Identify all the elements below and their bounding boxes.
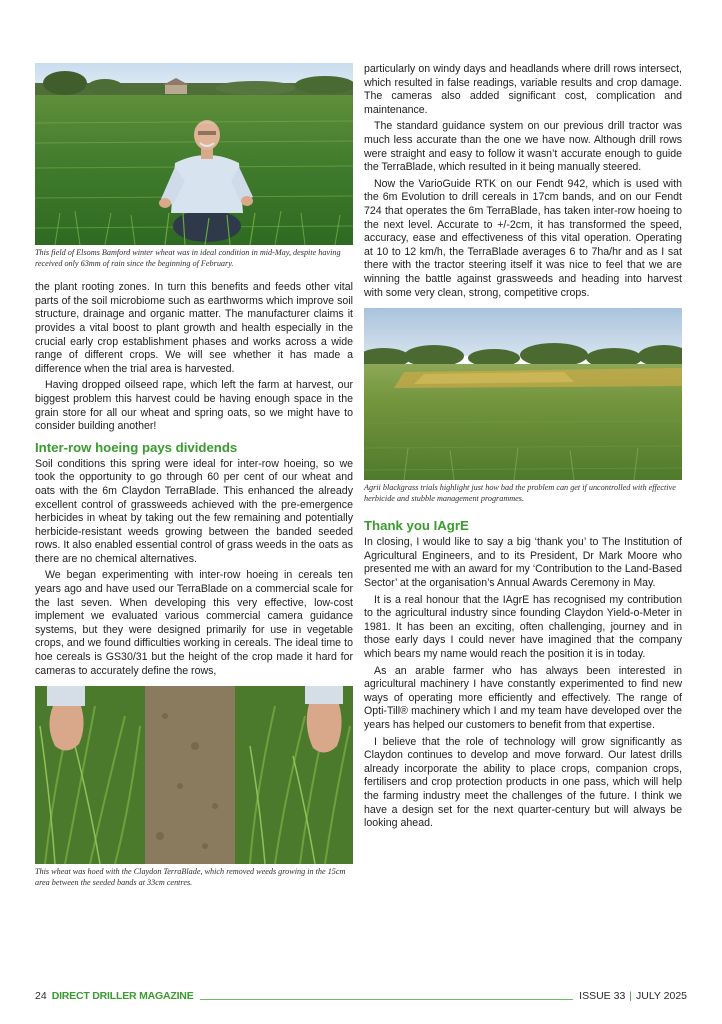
section-heading-inter-row-hoeing: Inter-row hoeing pays dividends xyxy=(35,439,238,455)
body-paragraph: Now the VarioGuide RTK on our Fendt 942, which is used with the 6m Evolution to drill cereals in 17cm bands, and on our Fendt 724 that operates the 6m TerraBlade, has taken inter-row hoeing to the next level. Accurate to +/-2cm, it has transformed the speed, accuracy, ease and effectiveness of this vital operation. Operating at 10 to 12 km/h, the TerraBlade averages 6 to 7ha/hr and as I sat there with the tractor steering itself it was nice to feel that we are winning the battle against grassweeds and heading into harvest with some very clean, strong, competitive crops. xyxy=(364,177,682,299)
footer-rule xyxy=(200,999,574,1000)
page-footer xyxy=(35,989,687,1003)
page-number: 24 xyxy=(35,990,47,1002)
body-paragraph: In closing, I would like to say a big ‘thank you’ to The Institution of Agricultural Engineers, and to its President, Dr Mark Moore who presented me with an award for my ‘Contribution to the Land-Based Sector’ at the organisation’s Annual Awards Ceremony in May. xyxy=(364,536,682,590)
issue-date: JULY 2025 xyxy=(636,990,687,1002)
left-column xyxy=(35,63,353,888)
body-paragraph: The standard guidance system on our previous drill tractor was much less accurate than the one we have now. Although drill rows were straight and easy to follow it wasn’t accurate enough to guide the TerraBlade, which resulted in it being manually steered. xyxy=(364,120,682,174)
body-paragraph: Having dropped oilseed rape, which left the farm at harvest, our biggest problem this harvest could be having enough space in the grain store for all our wheat and spring oats, so we might have to consider building another! xyxy=(35,379,353,433)
photo-blackgrass-trials xyxy=(364,308,682,480)
body-paragraph: the plant rooting zones. In turn this benefits and feeds other vital parts of the soil microbiome such as earthworms which improve soil structure, drainage and organic matter. The manufacturer claims it provides a vital boost to plant growth and health especially in the crucial early crop establishment phases and works across a wide range of different crops. We will see whether it has made a difference when the trial area is harvested. xyxy=(35,281,353,375)
farmer-in-wheat-image xyxy=(35,63,353,245)
body-paragraph: As an arable farmer who has always been interested in agricultural machinery I have constantly experimented to find new ways of operating more efficiently and effectively. The range of Opti-Till® machinery which I and my team have developed over the years has helped our customers to benefit from that expertise. xyxy=(364,664,682,731)
hoed-wheat-image xyxy=(35,686,353,864)
caption-blackgrass-trials: Agrii blackgrass trials highlight just how bad the problem can get if uncontrolled with effective herbicide and stubble management programmes. xyxy=(364,483,676,503)
magazine-name: DIRECT DRILLER MAGAZINE xyxy=(51,990,194,1002)
body-paragraph: I believe that the role of technology will grow significantly as Claydon continues to develop and move forward. Our latest drills already incorporate the ability to place crops, companion crops, fertilisers and crop protection products in one pass, which will help the farming industry meet the challenges of the future. I think we have a design set for the next quarter-century but will always be looking ahead. xyxy=(364,735,682,830)
issue-number: ISSUE 33 xyxy=(579,990,626,1002)
right-column xyxy=(364,63,682,831)
caption-farmer-photo: This field of Elsoms Bamford winter wheat was in ideal condition in mid-May, despite having received only 63mm of rain since the beginning of February. xyxy=(35,248,341,268)
body-paragraph: It is a real honour that the IAgrE has recognised my contribution to the agricultural industry since founding Claydon Yield-o-Meter in 1981. It has been an exciting, often challenging, journey and in those early days I could never have imagined that the company which bears my name would reach the position it is in today. xyxy=(364,593,682,661)
body-paragraph: Soil conditions this spring were ideal for inter-row hoeing, so we took the opportunity to go through 60 per cent of our wheat and oats with the 6m Claydon TerraBlade. This enhanced the already excellent control of grassweeds achieved with the pre-emergence herbicides in wheat by taking out the few remaining and potentially herbicide-resistant weeds growing between the banded seeded rows. It also enabled essential control of grass weeds in the oats as there are no chemical alternatives. xyxy=(35,457,353,565)
section-heading-thank-you-iagre: Thank you IAgrE xyxy=(364,518,469,534)
body-paragraph: particularly on windy days and headlands where drill rows intersect, which resulted in false readings, variable results and crop damage. The cameras also added significant cost, complication and maintenance. xyxy=(364,63,682,116)
photo-hoed-wheat xyxy=(35,686,353,864)
photo-farmer-in-wheat xyxy=(35,63,353,245)
caption-hoed-wheat: This wheat was hoed with the Claydon TerraBlade, which removed weeds growing in the 15cm area between the seeded bands at 33cm centres. xyxy=(35,867,346,887)
blackgrass-trials-image xyxy=(364,308,682,480)
body-paragraph: We began experimenting with inter-row hoeing in cereals ten years ago and have used our TerraBlade on a commercial scale for the last seven. When developing this very effective, low-cost implement we evaluated various commercial camera guidance systems, but they were designed primarily for use in vegetable crops, and we found difficulties working in cereals. The ideal time to hoe cereals is GS30/31 but the height of the crop made it hard for cameras to accurately define the rows, xyxy=(35,569,353,677)
footer-separator: | xyxy=(629,990,633,1002)
